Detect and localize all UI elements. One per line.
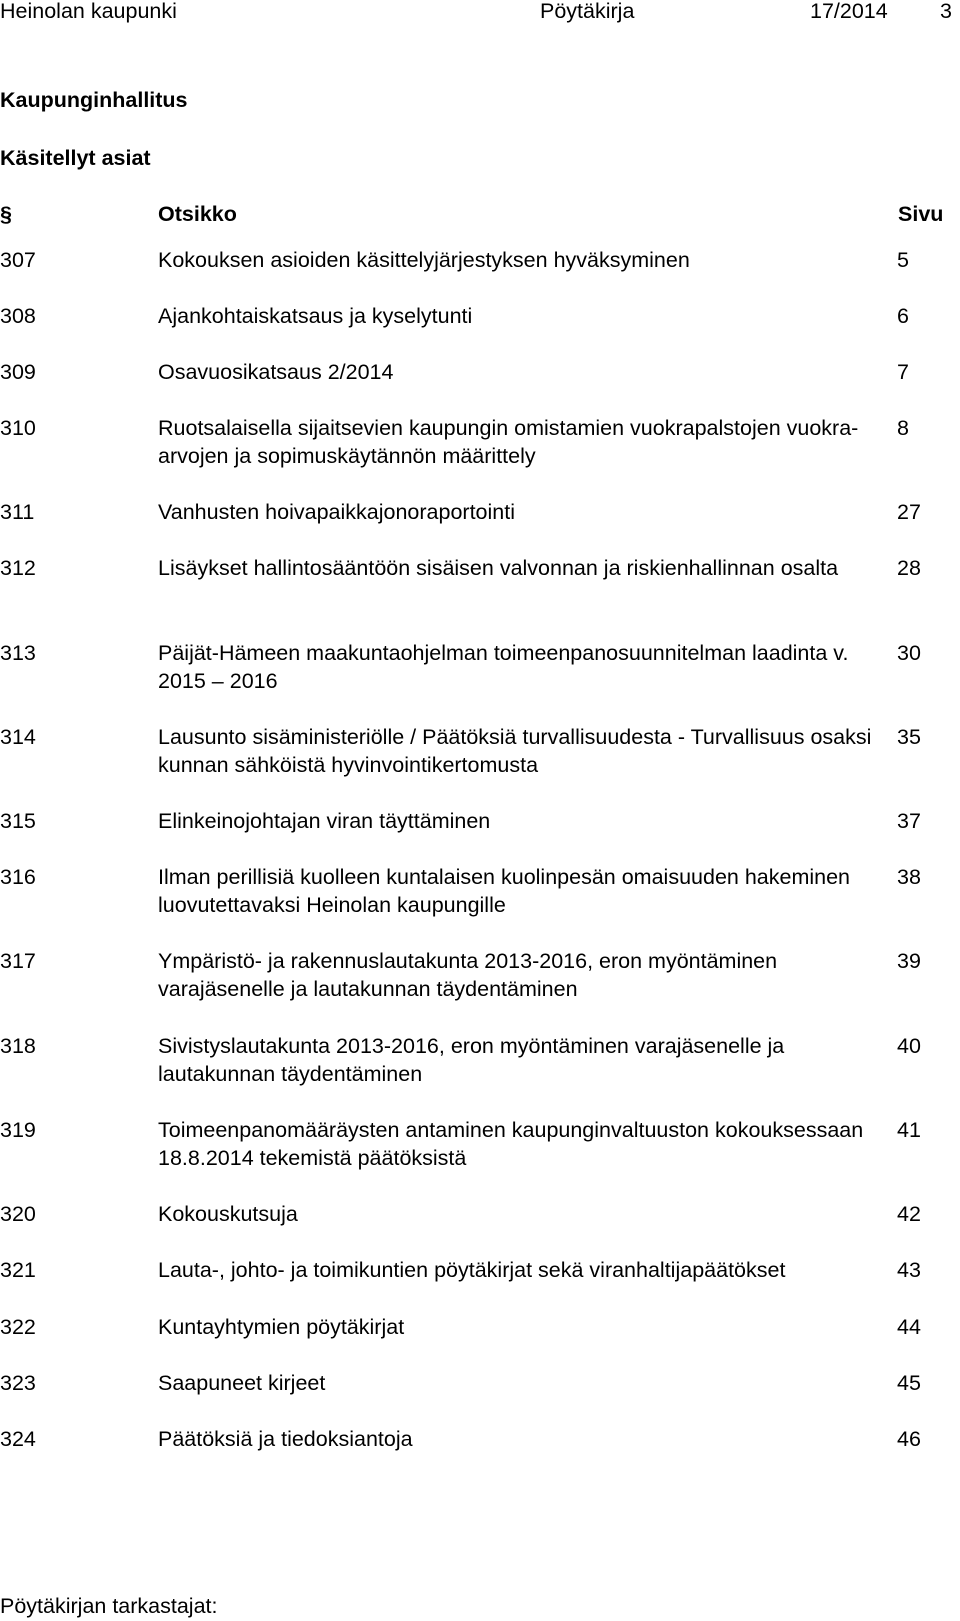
item-title: Osavuosikatsaus 2/2014 — [158, 360, 394, 384]
item-title: Lausunto sisäministeriölle / Päätöksiä turvallisuudesta - Turvallisuus osaksi kunnan sähköistä hyvinvointikertomusta — [158, 725, 872, 777]
item-number: 314 — [0, 725, 36, 749]
item-number: 320 — [0, 1202, 36, 1226]
item-page: 35 — [897, 725, 921, 749]
item-page: 42 — [897, 1202, 921, 1226]
item-title: Vanhusten hoivapaikkajonoraportointi — [158, 500, 515, 524]
item-title: Ruotsalaisella sijaitsevien kaupungin omistamien vuokrapalstojen vuokra-arvojen ja sopimuskäytännön määrittely — [158, 416, 859, 468]
page-column-label: Sivu — [898, 202, 944, 226]
item-page: 37 — [897, 809, 921, 833]
item-title: Saapuneet kirjeet — [158, 1371, 326, 1395]
item-page: 27 — [897, 500, 921, 524]
item-page: 28 — [897, 556, 921, 580]
document-number: 17/2014 — [810, 0, 888, 23]
item-title: Toimeenpanomääräysten antaminen kaupunginvaltuuston kokouksessaan 18.8.2014 tekemistä päätöksistä — [158, 1118, 864, 1170]
item-page: 41 — [897, 1118, 921, 1142]
item-number: 307 — [0, 248, 36, 272]
item-number: 324 — [0, 1427, 36, 1451]
item-page: 44 — [897, 1315, 921, 1339]
item-number: 311 — [0, 500, 35, 524]
body-title: Kaupunginhallitus — [0, 88, 188, 112]
item-number: 313 — [0, 641, 36, 665]
page-header — [0, 0, 960, 26]
item-page: 43 — [897, 1258, 921, 1282]
item-title: Kokouskutsuja — [158, 1202, 298, 1226]
item-title: Lisäykset hallintosääntöön sisäisen valvonnan ja riskienhallinnan osalta — [158, 556, 839, 580]
item-page: 38 — [897, 865, 921, 889]
item-number: 318 — [0, 1034, 36, 1058]
item-page: 5 — [897, 248, 909, 272]
item-page: 6 — [897, 304, 909, 328]
title-column-label: Otsikko — [158, 202, 237, 226]
item-title: Ympäristö- ja rakennuslautakunta 2013-2016, eron myöntäminen varajäsenelle ja lautakunnan täydentäminen — [158, 949, 778, 1001]
item-title: Elinkeinojohtajan viran täyttäminen — [158, 809, 491, 833]
item-title: Päijät-Hämeen maakuntaohjelman toimeenpanosuunnitelman laadinta v. 2015 – 2016 — [158, 641, 849, 693]
item-number: 310 — [0, 416, 36, 440]
item-title: Ajankohtaiskatsaus ja kyselytunti — [158, 304, 473, 328]
item-title: Kokouksen asioiden käsittelyjärjestyksen hyväksyminen — [158, 248, 690, 272]
item-title: Kuntayhtymien pöytäkirjat — [158, 1315, 405, 1339]
document-type: Pöytäkirja — [540, 0, 635, 23]
item-page: 7 — [897, 360, 909, 384]
item-title: Sivistyslautakunta 2013-2016, eron myöntäminen varajäsenelle ja lautakunnan täydentäminen — [158, 1034, 785, 1086]
organization-name: Heinolan kaupunki — [0, 0, 177, 23]
item-page: 39 — [897, 949, 921, 973]
item-number: 319 — [0, 1118, 36, 1142]
item-page: 30 — [897, 641, 921, 665]
item-number: 316 — [0, 865, 36, 889]
item-number: 321 — [0, 1258, 36, 1282]
section-symbol: § — [0, 202, 12, 226]
item-number: 317 — [0, 949, 36, 973]
item-page: 46 — [897, 1427, 921, 1451]
item-title: Ilman perillisiä kuolleen kuntalaisen kuolinpesän omaisuuden hakeminen luovutettavaksi Heinolan kaupungille — [158, 865, 851, 917]
item-number: 315 — [0, 809, 36, 833]
item-number: 322 — [0, 1315, 36, 1339]
section-title: Käsitellyt asiat — [0, 146, 151, 170]
page-number: 3 — [940, 0, 952, 23]
item-page: 8 — [897, 416, 909, 440]
item-number: 323 — [0, 1371, 36, 1395]
item-number: 309 — [0, 360, 36, 384]
item-title: Päätöksiä ja tiedoksiantoja — [158, 1427, 413, 1451]
item-number: 308 — [0, 304, 36, 328]
item-page: 40 — [897, 1034, 921, 1058]
list-header — [0, 200, 960, 230]
item-title: Lauta-, johto- ja toimikuntien pöytäkirjat sekä viranhaltijapäätökset — [158, 1258, 786, 1282]
item-page: 45 — [897, 1371, 921, 1395]
footer-reviewers-label: Pöytäkirjan tarkastajat: — [0, 1594, 218, 1618]
item-number: 312 — [0, 556, 36, 580]
